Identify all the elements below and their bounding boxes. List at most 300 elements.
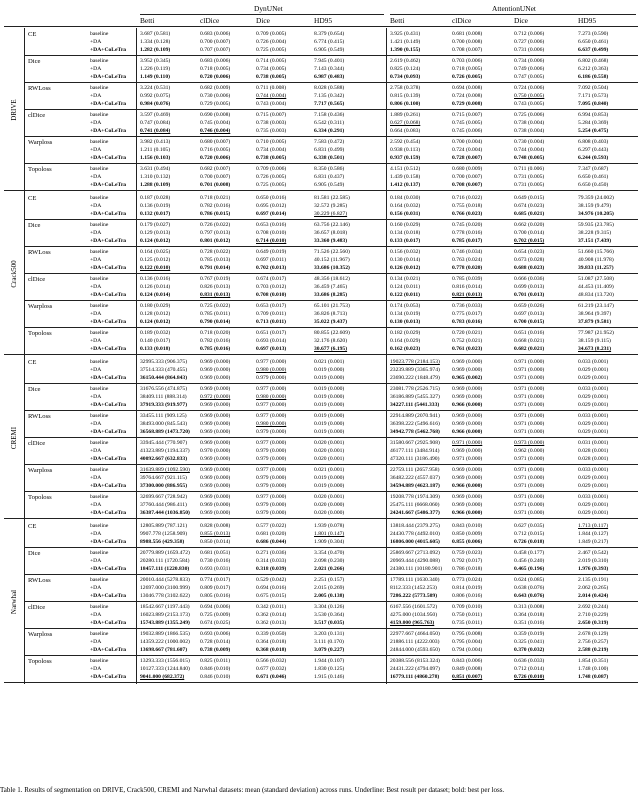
loss-name: RWLoss: [28, 577, 51, 584]
table-cell: 34.673 (8.231): [578, 346, 612, 352]
dataset-separator: [4, 190, 638, 191]
loss-name: Warploss: [28, 467, 53, 474]
table-cell: 2.692 (0.244): [578, 604, 609, 610]
row-label: +DA: [90, 475, 102, 481]
table-cell: 0.019 (0.000): [314, 386, 345, 392]
table-cell: 0.979 (0.000): [256, 502, 287, 508]
table-cell: 6.297 (0.443): [578, 147, 609, 153]
table-cell: 10127.333 (1244.840): [140, 666, 190, 672]
table-cell: 6.831 (0.499): [314, 147, 345, 153]
table-cell: 0.795 (0.008): [452, 631, 483, 637]
table-cell: 6.650 (0.461): [578, 39, 609, 45]
table-cell: 0.752 (0.021): [452, 338, 483, 344]
table-cell: 37514.333 (470.455): [140, 367, 188, 373]
table-cell: 18542.667 (1197.443): [140, 604, 190, 610]
table-cell: 0.761 (0.023): [452, 346, 483, 352]
table-cell: 0.724 (0.004): [452, 147, 483, 153]
table-cell: 0.966 (0.000): [452, 429, 483, 435]
table-cell: 0.362 (0.013): [256, 620, 287, 626]
table-cell: 0.971 (0.000): [514, 402, 545, 408]
loss-name: CE: [28, 195, 37, 202]
table-cell: 3.925 (0.431): [390, 31, 421, 37]
table-row: [4, 665, 638, 673]
table-cell: 40.152 (11.967): [314, 257, 350, 263]
table-cell: 0.725 (0.022): [200, 303, 231, 309]
table-cell: 22759.111 (2657.958): [390, 467, 440, 473]
table-row: [4, 428, 638, 436]
table-cell: 19208.778 (1974.309): [390, 494, 440, 500]
table-row: [4, 493, 638, 501]
table-cell: 0.712 (0.006): [514, 31, 545, 37]
loss-name: Topoloss: [28, 166, 52, 173]
table-cell: 0.763 (0.024): [452, 257, 483, 263]
table-row: [4, 439, 638, 447]
dataset-label: Crack500: [10, 260, 18, 288]
row-label: baseline: [90, 139, 109, 145]
table-cell: 1.439 (0.158): [390, 174, 421, 180]
table-cell: 0.700 (0.007): [200, 174, 231, 180]
table-cell: 6.905 (0.549): [314, 182, 345, 188]
table-cell: 0.033 (0.001): [578, 494, 609, 500]
table-cell: 0.969 (0.000): [452, 359, 483, 365]
table-cell: 0.653 (0.017): [256, 303, 287, 309]
table-cell: 40092.667 (632.833): [140, 456, 188, 462]
table-cell: 0.969 (0.000): [452, 367, 483, 373]
table-cell: 0.972 (0.000): [200, 394, 231, 400]
table-cell: 0.702 (0.015): [514, 238, 545, 244]
table-cell: 0.980 (0.000): [256, 421, 287, 427]
loss-name: clDice: [28, 440, 46, 447]
table-cell: 0.716 (0.005): [200, 147, 231, 153]
table-cell: 0.707 (0.007): [200, 47, 231, 53]
table-cell: 36186.889 (5455.327): [390, 394, 440, 400]
table-cell: 0.738 (0.004): [514, 128, 545, 134]
table-cell: 0.700 (0.015): [514, 319, 545, 325]
table-cell: 0.728 (0.007): [452, 155, 483, 161]
table-cell: 0.977 (0.000): [256, 359, 287, 365]
table-cell: 0.735 (0.003): [256, 128, 287, 134]
table-cell: 0.693 (0.014): [256, 338, 287, 344]
table-cell: 0.979 (0.000): [256, 510, 287, 516]
table-cell: 31639.889 (1092.590): [140, 467, 190, 473]
table-cell: 7.092 (0.504): [578, 85, 609, 91]
table-row: [4, 84, 638, 92]
table-cell: 77.987 (21.952): [578, 330, 614, 336]
table-row: [4, 100, 638, 108]
table-cell: 0.969 (0.000): [452, 494, 483, 500]
row-label: baseline: [90, 413, 109, 419]
table-row: [4, 412, 638, 420]
table-cell: 0.738 (0.003): [256, 120, 287, 126]
table-cell: 0.677 (0.032): [256, 666, 287, 672]
table-cell: 6.987 (0.483): [314, 74, 345, 80]
table-cell: 0.745 (0.020): [452, 222, 483, 228]
table-cell: 34594.889 (4623.187): [390, 483, 440, 489]
table-cell: 0.745 (0.005): [452, 120, 483, 126]
table-cell: 38.159 (9.479): [578, 203, 612, 209]
table-cell: 0.720 (0.006): [200, 74, 231, 80]
table-cell: 65.101 (21.753): [314, 303, 350, 309]
table-row: [4, 393, 638, 401]
table-cell: 0.743 (0.004): [256, 101, 287, 107]
loss-name: clDice: [28, 604, 46, 611]
table-row: [4, 202, 638, 210]
table-cell: 0.977 (0.000): [256, 402, 287, 408]
table-cell: 0.700 (0.007): [200, 39, 231, 45]
table-cell: 20779.889 (1659.472): [140, 550, 190, 556]
table-cell: 3.597 (0.469): [140, 112, 171, 118]
table-cell: 1.288 (0.109): [140, 182, 171, 188]
table-cell: 0.786 (0.015): [200, 211, 231, 217]
table-cell: 0.681 (0.051): [200, 550, 231, 556]
table-cell: 0.735 (0.011): [452, 620, 483, 626]
table-cell: 0.992 (0.075): [140, 93, 171, 99]
table-cell: 0.971 (0.000): [514, 375, 545, 381]
table-cell: 0.128 (0.012): [140, 311, 171, 317]
table-cell: 0.729 (0.005): [200, 101, 231, 107]
table-row: [4, 509, 638, 517]
table-cell: 0.980 (0.000): [256, 367, 287, 373]
table-cell: 0.713 (0.011): [256, 319, 286, 325]
column-divider: [24, 28, 25, 684]
table-cell: 0.680 (0.007): [200, 139, 231, 145]
table-cell: 23690.222 (1848.479): [390, 375, 440, 381]
loss-name: Warploss: [28, 631, 53, 638]
table-cell: 0.703 (0.012): [256, 284, 287, 290]
column-header-2: Dice: [256, 16, 270, 25]
table-cell: 32699.667 (728.942): [140, 494, 188, 500]
table-cell: 1.334 (0.128): [140, 39, 171, 45]
table-cell: 48.834 (13.720): [578, 292, 614, 298]
row-label: +DA+CoLeTra: [90, 674, 127, 680]
table-cell: 0.029 (0.001): [578, 475, 609, 481]
table-row: [4, 154, 638, 162]
table-row: [4, 221, 638, 229]
table-cell: 0.731 (0.006): [514, 47, 545, 53]
table-cell: 22914.889 (2070.941): [390, 413, 440, 419]
table-cell: 0.125 (0.012): [140, 257, 171, 263]
table-cell: 7.945 (0.401): [314, 58, 345, 64]
table-cell: 0.979 (0.000): [256, 483, 287, 489]
table-cell: 0.969 (0.000): [200, 483, 231, 489]
row-label: +DA+CoLeTra: [90, 128, 127, 134]
table-cell: 0.683 (0.006): [200, 31, 231, 37]
table-cell: 0.033 (0.001): [578, 413, 609, 419]
table-cell: 17789.111 (1630.340): [390, 577, 440, 583]
table-cell: 0.031 (0.001): [578, 440, 609, 446]
table-cell: 0.815 (0.139): [390, 93, 421, 99]
table-cell: 0.718 (0.020): [200, 330, 231, 336]
dataset-separator: [4, 518, 638, 519]
row-label: baseline: [90, 631, 109, 637]
column-header-5: clDice: [452, 16, 472, 25]
table-cell: 0.638 (0.076): [514, 585, 545, 591]
table-cell: 0.134 (0.021): [390, 276, 421, 282]
table-cell: 0.969 (0.000): [200, 421, 231, 427]
table-cell: 2.019 (0.310): [578, 558, 609, 564]
table-cell: 0.700 (0.008): [452, 39, 483, 45]
table-cell: 1.156 (0.103): [140, 155, 171, 161]
row-label: baseline: [90, 249, 109, 255]
table-cell: 38.964 (9.397): [578, 311, 612, 317]
table-row: [4, 501, 638, 509]
table-cell: 20010.444 (5278.833): [140, 577, 190, 583]
row-label: +DA+CoLeTra: [90, 265, 127, 271]
table-cell: 0.966 (0.000): [452, 510, 483, 516]
table-cell: 0.020 (0.000): [314, 510, 345, 516]
row-label: baseline: [90, 604, 109, 610]
table-cell: 0.971 (0.000): [514, 413, 545, 419]
table-row: [4, 38, 638, 46]
row-label: +DA+CoLeTra: [90, 319, 127, 325]
row-label: +DA: [90, 284, 102, 290]
table-cell: 0.122 (0.011): [390, 292, 420, 298]
row-label: +DA+CoLeTra: [90, 74, 127, 80]
loss-name: Dice: [28, 386, 41, 393]
table-cell: 8.379 (0.654): [314, 31, 345, 37]
column-header-6: Dice: [514, 16, 528, 25]
table-cell: 0.662 (0.020): [514, 222, 545, 228]
table-cell: 0.700 (0.014): [514, 230, 545, 236]
table-cell: 0.979 (0.000): [256, 429, 287, 435]
loss-name: CE: [28, 523, 37, 530]
table-cell: 36398.222 (5496.616): [390, 421, 440, 427]
table-cell: 0.979 (0.000): [256, 475, 287, 481]
table-cell: 0.627 (0.035): [514, 523, 545, 529]
table-row: [4, 638, 638, 646]
row-label: +DA+CoLeTra: [90, 566, 127, 572]
table-row: [4, 165, 638, 173]
table-cell: 12805.889 (787.121): [140, 523, 188, 529]
table-cell: 32995.333 (906.375): [140, 359, 188, 365]
row-label: +DA: [90, 93, 102, 99]
table-row: [4, 119, 638, 127]
table-cell: 2.014 (0.424): [578, 593, 609, 599]
table-cell: 0.566 (0.032): [256, 658, 287, 664]
table-cell: 7.158 (0.436): [314, 112, 345, 118]
table-cell: 0.130 (0.013): [390, 319, 421, 325]
table-cell: 0.359 (0.019): [514, 631, 545, 637]
table-cell: 6.905 (0.549): [314, 47, 345, 53]
table-cell: 6.994 (0.853): [578, 112, 609, 118]
group-separator: [24, 547, 638, 548]
table-cell: 0.364 (0.018): [514, 612, 545, 618]
table-cell: 0.794 (0.004): [452, 647, 483, 653]
table-cell: 0.938 (0.113): [390, 147, 421, 153]
table-cell: 63.756 (22.146): [314, 222, 350, 228]
table-cell: 0.977 (0.000): [256, 467, 287, 473]
table-cell: 0.778 (0.016): [452, 230, 483, 236]
table-cell: 0.797 (0.013): [200, 230, 231, 236]
table-cell: 0.325 (0.041): [514, 639, 545, 645]
table-row: [4, 173, 638, 181]
table-cell: 3.224 (0.531): [140, 85, 171, 91]
row-label: baseline: [90, 359, 109, 365]
row-label: baseline: [90, 467, 109, 473]
table-cell: 0.156 (0.032): [390, 249, 421, 255]
loss-name: Dice: [28, 222, 41, 229]
row-label: +DA+CoLeTra: [90, 238, 127, 244]
table-cell: 33.360 (9.483): [314, 238, 348, 244]
table-cell: 36387.444 (1036.850): [140, 510, 190, 516]
table-cell: 0.962 (0.000): [514, 448, 545, 454]
table-cell: 0.720 (0.021): [452, 330, 483, 336]
table-cell: 0.785 (0.039): [452, 276, 483, 282]
table-cell: 3.982 (0.413): [140, 139, 171, 145]
table-cell: 0.702 (0.013): [256, 265, 287, 271]
table-cell: 0.738 (0.005): [256, 74, 287, 80]
table-cell: 2.135 (0.191): [578, 577, 609, 583]
table-cell: 0.766 (0.023): [452, 211, 483, 217]
table-cell: 0.033 (0.001): [578, 359, 609, 365]
table-cell: 37300.000 (886.955): [140, 483, 188, 489]
table-cell: 0.816 (0.014): [452, 284, 483, 290]
table-cell: 59.935 (23.785): [578, 222, 614, 228]
loss-name: Topoloss: [28, 330, 52, 337]
table-cell: 30.677 (6.195): [314, 346, 348, 352]
table-cell: 0.709 (0.005): [256, 31, 287, 37]
table-row: [4, 466, 638, 474]
table-row: [4, 584, 638, 592]
table-cell: 0.971 (0.000): [452, 440, 483, 446]
table-cell: 1.149 (0.110): [140, 74, 170, 80]
table-cell: 7.347 (0.687): [578, 166, 609, 172]
table-cell: 0.187 (0.028): [140, 195, 171, 201]
table-cell: 0.977 (0.000): [256, 440, 287, 446]
group-separator: [24, 574, 638, 575]
table-cell: 0.736 (0.033): [452, 303, 483, 309]
table-cell: 0.709 (0.011): [256, 311, 287, 317]
table-cell: 2.062 (0.265): [578, 585, 609, 591]
table-cell: 37.151 (7.439): [578, 238, 612, 244]
table-cell: 1.915 (0.146): [314, 674, 345, 680]
table-cell: 0.712 (0.015): [514, 531, 545, 537]
table-cell: 0.124 (0.011): [390, 284, 421, 290]
table-cell: 0.843 (0.010): [452, 523, 483, 529]
table-cell: 39764.667 (921.115): [140, 475, 187, 481]
table-cell: 0.969 (0.000): [200, 440, 231, 446]
table-cell: 1.421 (0.149): [390, 39, 421, 45]
table-row: [4, 283, 638, 291]
row-label: baseline: [90, 658, 109, 664]
table-cell: 33945.444 (770.907): [140, 440, 188, 446]
loss-name: RWLoss: [28, 249, 51, 256]
table-cell: 0.795 (0.004): [452, 639, 483, 645]
table-cell: 1.844 (0.127): [578, 531, 609, 537]
row-label: baseline: [90, 112, 109, 118]
row-label: +DA: [90, 174, 102, 180]
table-cell: 13293.333 (1556.015): [140, 658, 190, 664]
table-cell: 0.709 (0.006): [256, 166, 287, 172]
group-separator: [24, 601, 638, 602]
table-cell: 1.310 (0.132): [140, 174, 171, 180]
row-label: +DA: [90, 230, 102, 236]
table-cell: 0.726 (0.005): [452, 74, 483, 80]
group-separator: [24, 219, 638, 220]
table-cell: 1.412 (0.137): [390, 182, 421, 188]
table-cell: 6.244 (0.593): [578, 155, 609, 161]
table-cell: 0.969 (0.000): [200, 375, 231, 381]
group-separator: [24, 136, 638, 137]
row-label: +DA+CoLeTra: [90, 47, 127, 53]
table-cell: 0.748 (0.005): [514, 155, 545, 161]
row-label: +DA+CoLeTra: [90, 483, 127, 489]
table-cell: 38.228 (9.315): [578, 230, 612, 236]
table-cell: 0.028 (0.001): [578, 456, 609, 462]
table-cell: 0.126 (0.012): [390, 265, 421, 271]
table-cell: 0.711 (0.006): [514, 166, 545, 172]
table-cell: 0.750 (0.011): [452, 612, 483, 618]
table-cell: 0.029 (0.001): [578, 502, 609, 508]
table-row: [4, 576, 638, 584]
table-caption: Table 1. Results of segmentation on DRIVE, Crack500, CREMI and Narwhal datasets: mean (standard deviation) across runs. Underline: Best result per dataset; bold: best per loss.: [0, 786, 505, 794]
table-cell: 0.965 (0.002): [452, 375, 483, 381]
table-row: [4, 310, 638, 318]
table-cell: 0.182 (0.029): [390, 330, 421, 336]
loss-name: Dice: [28, 550, 41, 557]
table-cell: 0.627 (0.068): [390, 120, 421, 126]
table-cell: 3.354 (0.470): [314, 550, 345, 556]
table-cell: 0.019 (0.000): [314, 429, 345, 435]
group-separator: [24, 273, 638, 274]
row-label: +DA: [90, 338, 102, 344]
table-cell: 71.526 (22.560): [314, 249, 350, 255]
table-cell: 0.133 (0.017): [390, 238, 421, 244]
table-cell: 0.674 (0.017): [256, 276, 287, 282]
table-cell: 0.033 (0.001): [578, 386, 609, 392]
table-cell: 0.726 (0.004): [256, 39, 287, 45]
table-cell: 0.019 (0.000): [314, 375, 345, 381]
table-cell: 5.254 (0.475): [578, 128, 609, 134]
table-cell: 3.631 (0.494): [140, 166, 171, 172]
loss-name: RWLoss: [28, 413, 51, 420]
table-cell: 32.176 (8.620): [314, 338, 348, 344]
table-cell: 0.701 (0.008): [200, 182, 231, 188]
table-cell: 0.124 (0.012): [140, 238, 171, 244]
table-cell: 1.889 (0.261): [390, 112, 421, 118]
table-cell: 0.744 (0.004): [514, 147, 545, 153]
table-cell: 0.020 (0.001): [314, 494, 345, 500]
table-cell: 79.359 (24.002): [578, 195, 614, 201]
table-cell: 23081.778 (2526.715): [390, 386, 440, 392]
row-label: baseline: [90, 85, 109, 91]
row-label: +DA: [90, 421, 102, 427]
table-cell: 6.637 (0.499): [578, 47, 609, 53]
table-cell: 0.747 (0.005): [514, 74, 545, 80]
table-row: [4, 374, 638, 382]
table-cell: 0.162 (0.023): [390, 346, 421, 352]
table-cell: 0.775 (0.017): [452, 311, 483, 317]
table-cell: 20388.556 (8153.324): [390, 658, 440, 664]
group-separator: [24, 109, 638, 110]
table-cell: 0.969 (0.000): [200, 467, 231, 473]
table-cell: 0.725 (0.005): [256, 47, 287, 53]
table-cell: 6.802 (0.468): [578, 58, 609, 64]
table-cell: 0.969 (0.000): [452, 386, 483, 392]
table-cell: 3.203 (0.131): [314, 631, 345, 637]
row-label: +DA: [90, 531, 102, 537]
table-cell: 2.098 (0.230): [314, 558, 345, 564]
row-label: baseline: [90, 195, 109, 201]
table-cell: 0.659 (0.026): [514, 303, 545, 309]
table-cell: 0.969 (0.000): [200, 510, 231, 516]
table-cell: 0.029 (0.001): [578, 367, 609, 373]
table-cell: 0.164 (0.029): [390, 338, 421, 344]
table-row: [4, 57, 638, 65]
table-cell: 0.806 (0.016): [452, 593, 483, 599]
group-separator: [24, 327, 638, 328]
table-cell: 0.697 (0.011): [256, 257, 287, 263]
